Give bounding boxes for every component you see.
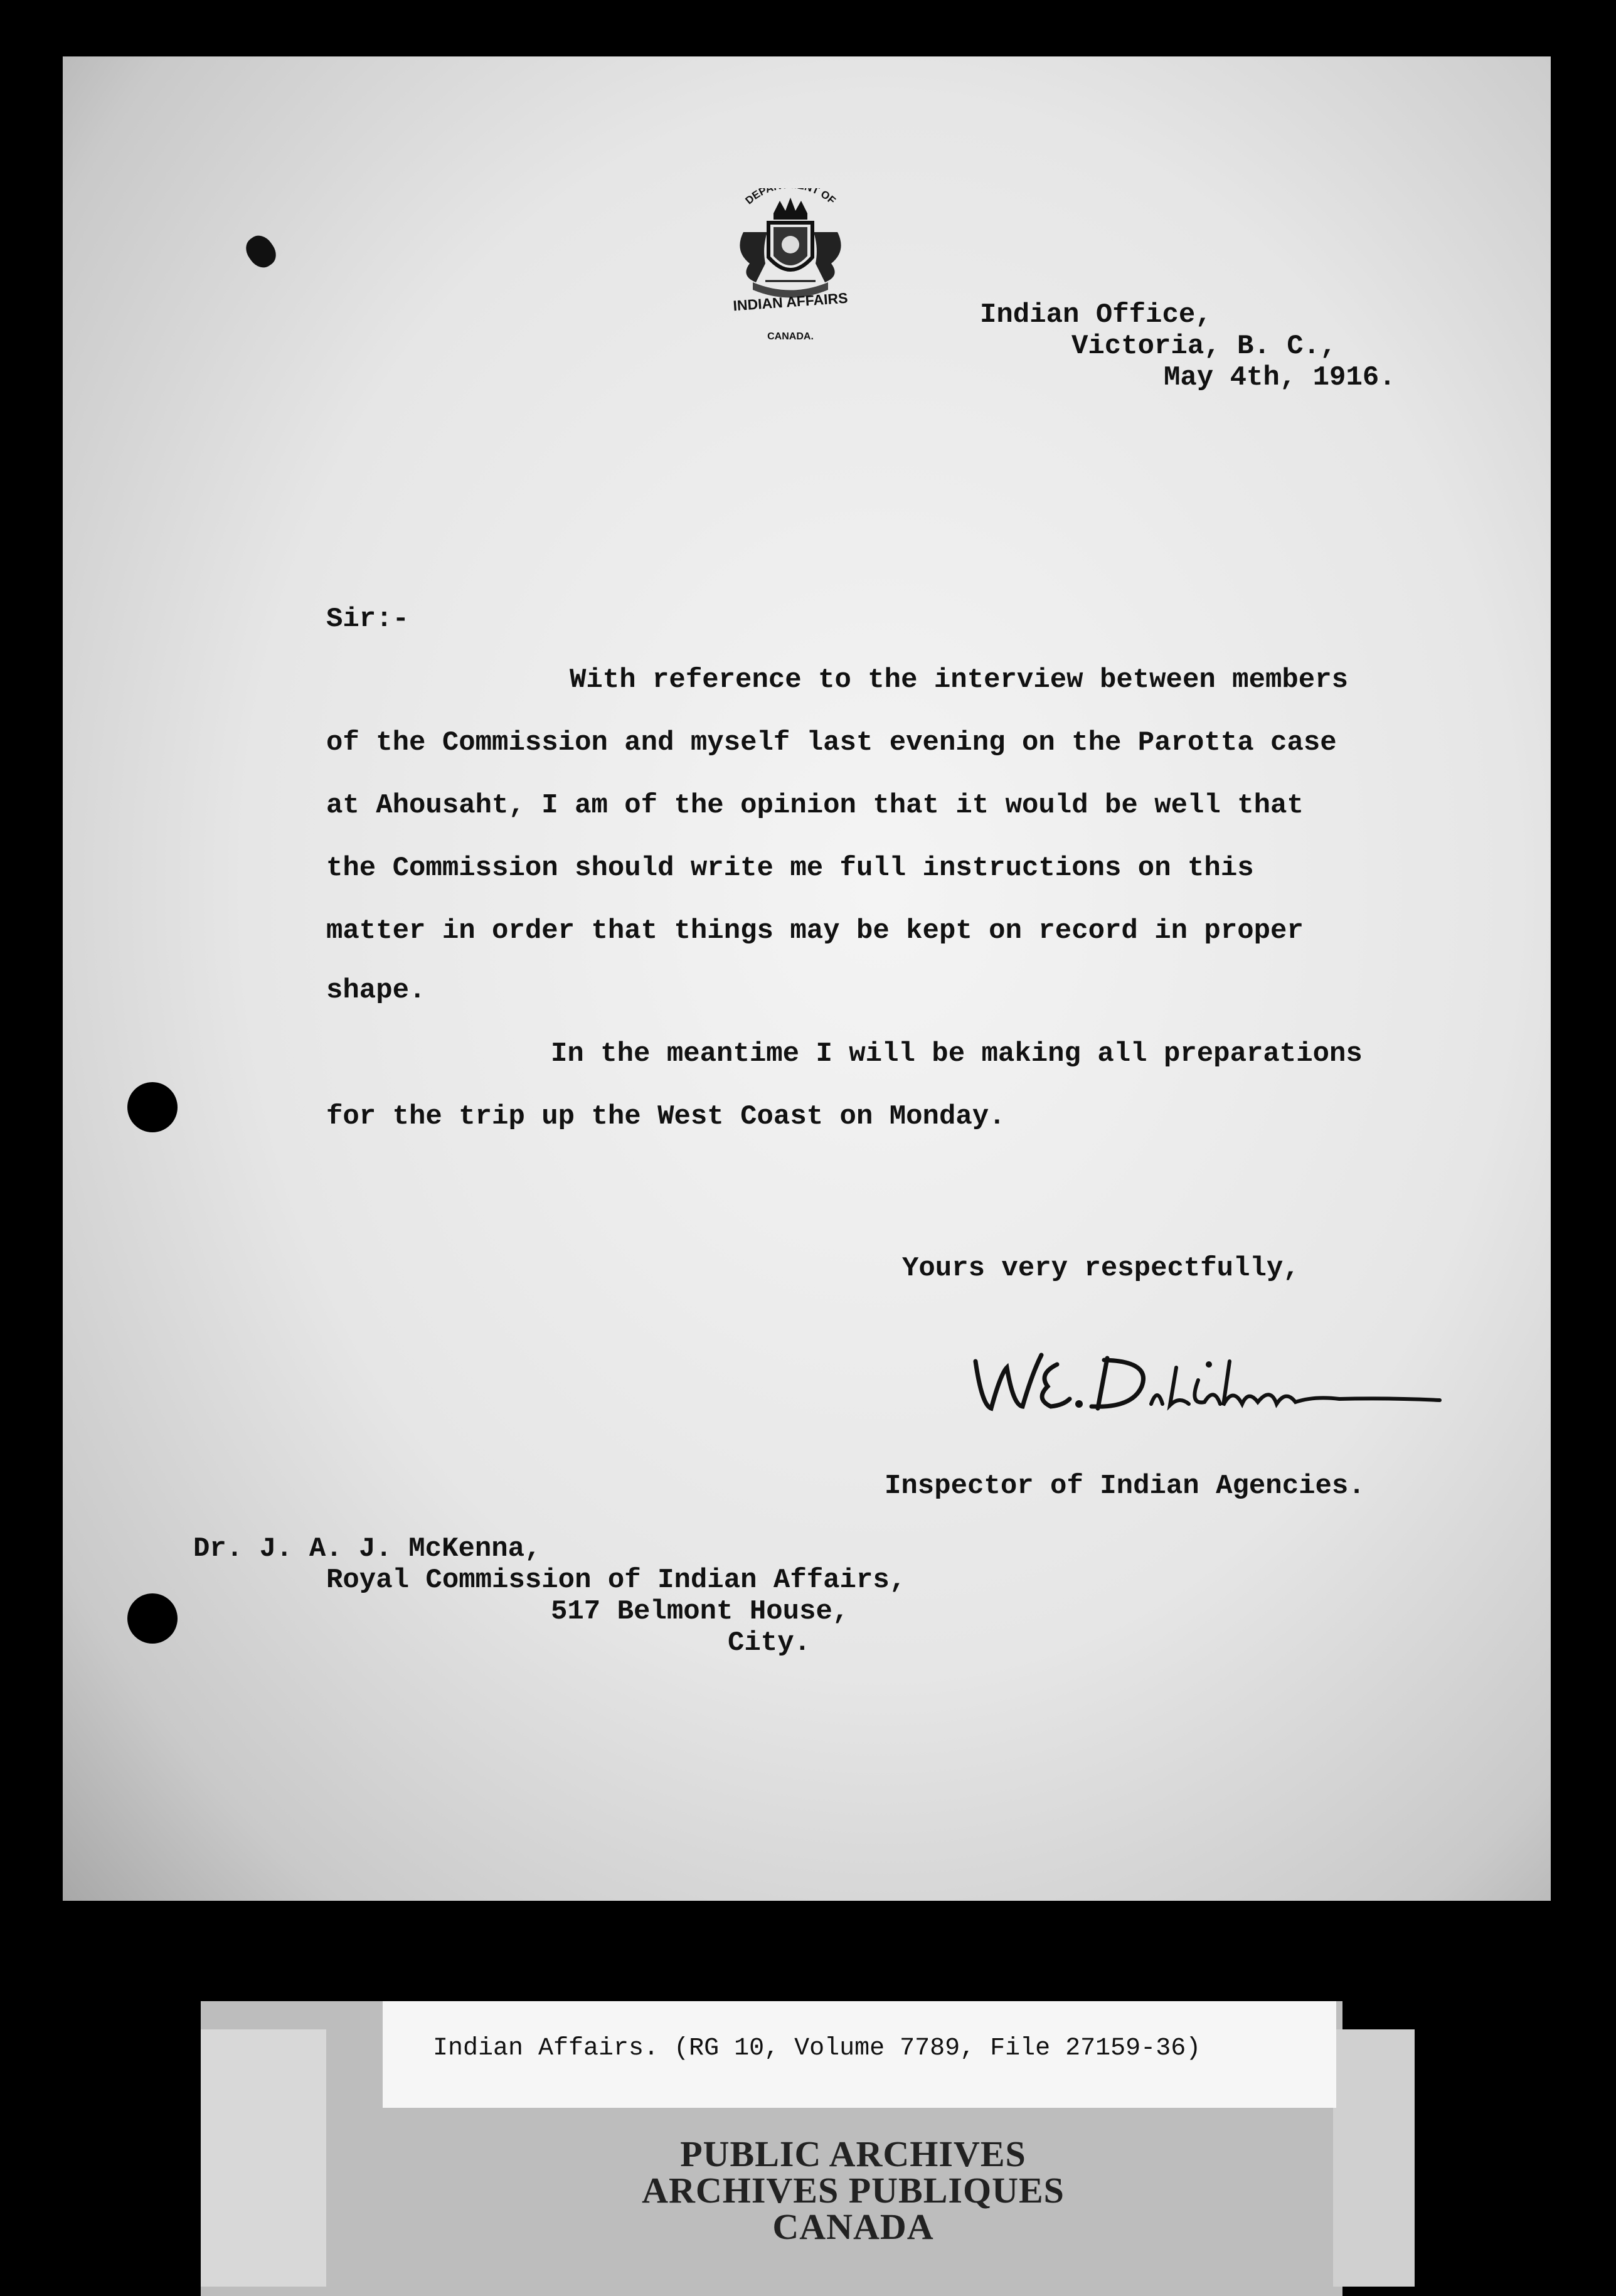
punch-hole xyxy=(127,1082,178,1132)
public-archives-stamp xyxy=(565,2136,1142,2245)
archive-strip-shade xyxy=(1333,2029,1415,2287)
body-line: at Ahousaht, I am of the opinion that it would be well that xyxy=(326,790,1304,821)
handwritten-signature xyxy=(963,1336,1452,1424)
recipient-city: City. xyxy=(728,1627,811,1659)
department-crest xyxy=(706,188,875,351)
recipient-address: 517 Belmont House, xyxy=(551,1596,849,1627)
crest-country-text: CANADA. xyxy=(767,331,814,342)
date-line: May 4th, 1916. xyxy=(1164,362,1396,393)
archive-reference: Indian Affairs. (RG 10, Volume 7789, File 27159-36) xyxy=(433,2034,1201,2063)
punch-hole xyxy=(127,1593,178,1644)
body-line: matter in order that things may be kept on record in proper xyxy=(326,915,1304,947)
stamp-line-1: PUBLIC ARCHIVES xyxy=(680,2134,1026,2174)
office-line: Indian Office, xyxy=(980,299,1212,331)
recipient-name: Dr. J. A. J. McKenna, xyxy=(193,1533,541,1565)
signer-title: Inspector of Indian Agencies. xyxy=(885,1470,1365,1502)
body-line: the Commission should write me full instructions on this xyxy=(326,853,1254,884)
body-line: In the meantime I will be making all preparations xyxy=(551,1038,1363,1070)
crest-bottom-text: INDIAN AFFAIRS xyxy=(732,289,849,314)
stamp-line-3: CANADA xyxy=(772,2206,934,2247)
coat-of-arms-icon xyxy=(706,188,875,351)
crest-top-text: DEPA T OF xyxy=(743,188,838,207)
city-line: Victoria, B. C., xyxy=(1071,331,1337,362)
salutation: Sir:- xyxy=(326,603,410,635)
stamp-line-2: ARCHIVES PUBLIQUES xyxy=(642,2170,1065,2211)
body-line: of the Commission and myself last evening on the Parotta case xyxy=(326,727,1337,758)
recipient-organization: Royal Commission of Indian Affairs, xyxy=(326,1565,906,1596)
body-line: With reference to the interview between members xyxy=(570,664,1349,696)
body-line: shape. xyxy=(326,975,426,1006)
closing: Yours very respectfully, xyxy=(902,1253,1300,1284)
archive-strip-shade xyxy=(201,2029,326,2287)
body-line: for the trip up the West Coast on Monday. xyxy=(326,1101,1006,1132)
